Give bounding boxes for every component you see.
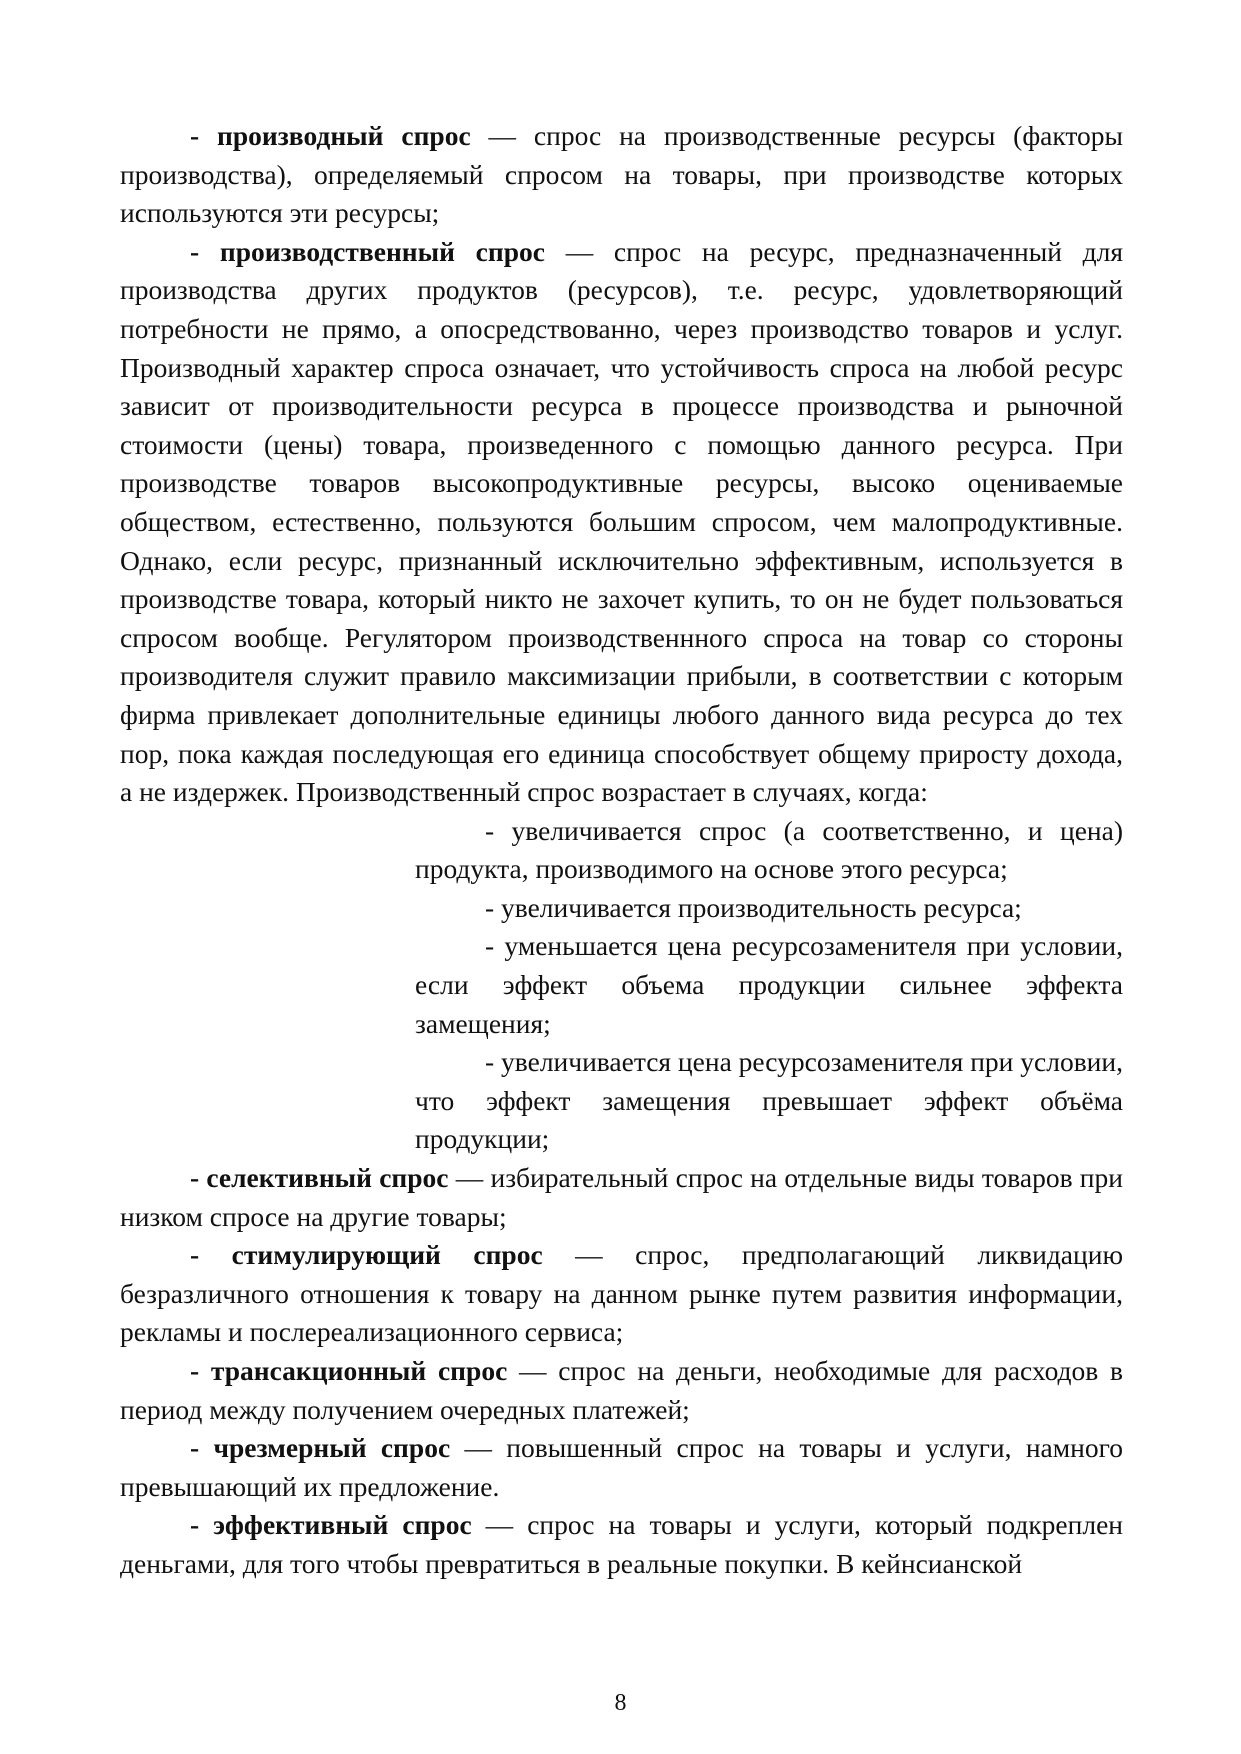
definition-paragraph: [120, 117, 1123, 233]
definition-term: - стимулирующий спрос: [190, 1239, 543, 1271]
definition-paragraph: [120, 1429, 1123, 1506]
definition-term: - чрезмерный спрос: [190, 1432, 451, 1464]
definition-text: — спрос, предполагающий ликвидацию безразличного отношения к товару на данном рынке путем развития информации, рекламы и послереализационного сервиса;: [120, 1239, 1123, 1348]
definition-term: - селективный спрос: [190, 1162, 449, 1194]
condition-list-item: - увеличивается спрос (а соответственно, и цена) продукта, производимого на основе этого ресурса;: [415, 814, 1123, 885]
definition-text: — спрос на деньги, необходимые для расходов в период между получением очередных платежей;: [120, 1355, 1124, 1425]
definition-paragraph: [120, 1236, 1123, 1352]
page-number: 8: [614, 1690, 627, 1716]
definition-paragraph: [120, 1159, 1123, 1236]
page-body: [120, 117, 1123, 1584]
definition-term: - производственный спрос: [190, 235, 545, 267]
definition-text: — спрос на производственные ресурсы (факторы производства), определяемый спросом на товары, при производстве которых используются эти ресурсы;: [120, 120, 1123, 229]
condition-list-item: - уменьшается цена ресурсозаменителя при условии, если эффект объема продукции сильнее эффекта замещения;: [415, 930, 1123, 1039]
definition-text: — избирательный спрос на отдельные виды товаров при низком спросе на другие товары;: [120, 1162, 1123, 1232]
definition-paragraph: [120, 233, 1123, 812]
definition-term: - трансакционный спрос: [190, 1355, 508, 1386]
definition-paragraph: [120, 1352, 1123, 1429]
definition-text: — повышенный спрос на товары и услуги, намного превышающий их предложение.: [120, 1432, 1123, 1502]
definition-paragraph: [120, 1506, 1123, 1583]
definition-term: - производный спрос: [190, 120, 471, 151]
definition-text: — спрос на товары и услуги, который подкреплен деньгами, для того чтобы превратиться в реальные покупки. В кейнсианской: [120, 1509, 1123, 1579]
definition-term: - эффективный спрос: [190, 1509, 472, 1541]
condition-list-item: - увеличивается цена ресурсозаменителя при условии, что эффект замещения превышает эффект объёма продукции;: [415, 1046, 1123, 1155]
definition-text: — спрос на ресурс, предназначенный для производства других продуктов (ресурсов), т.е. ресурс, удовлетворяющий потребности не прямо, а опосредствованно, через производство товаров и услуг. Производный характер спроса означает, что устойчивость спроса на любой ресурс зависит от производительности ресурса в процессе производства и рыночной стоимости (цены) товара, произведенного с помощью данного ресурса. При производстве товаров высокопродуктивные ресурсы, высоко оцениваемые обществом, естественно, пользуются большим спросом, чем малопродуктивные. Однако, если ресурс, признанный исключительно эффективным, используется в производстве товара, который никто не захочет купить, то он не будет пользоваться спросом вообще. Регулятором производственнного спроса на товар со стороны производителя служит правило максимизации прибыли, в соответствии с которым фирма привлекает дополнительные единицы любого данного вида ресурса до тех пор, пока каждая последующая его единица способствует общему приросту дохода, а не издержек. Производственный спрос возрастает в случаях, когда:: [120, 235, 1123, 808]
condition-list-item: - увеличивается производительность ресурса;: [485, 891, 1022, 923]
